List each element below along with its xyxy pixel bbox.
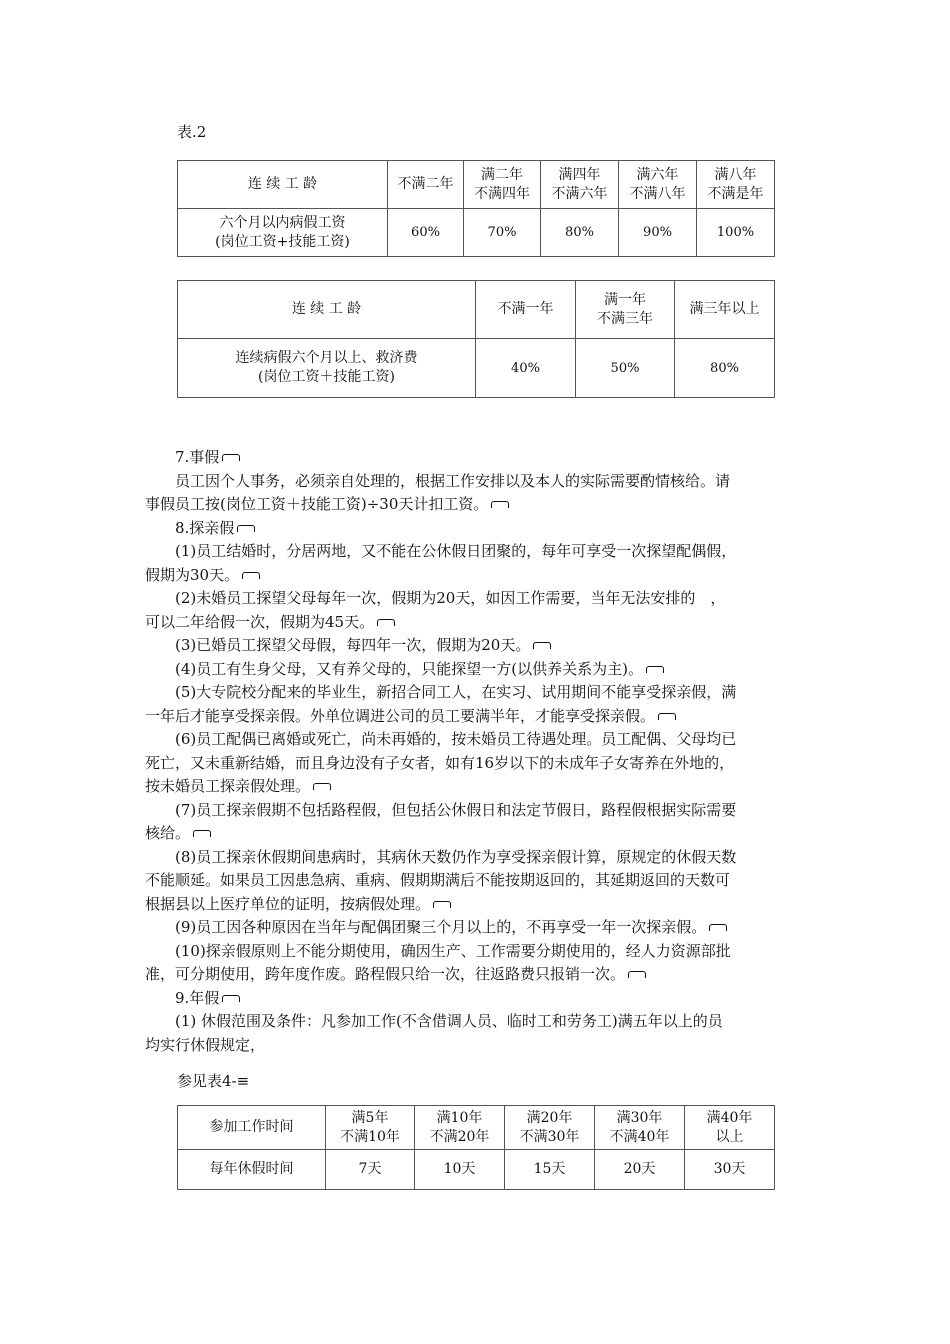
header-cell: 满二年 不满四年	[464, 161, 541, 209]
section-heading: 8.探亲假	[175, 518, 235, 537]
text-line: (8)员工探亲休假期间患病时，其病休天数仍作为享受探亲假计算，原规定的休假天数	[175, 847, 737, 866]
text-line: 事假员工按(岗位工资＋技能工资)÷30天计扣工资。	[145, 495, 489, 513]
text-line: (2)未婚员工探望父母每年一次，假期为20天，如因工作需要，当年无法安排的 ，	[175, 589, 726, 607]
leave-policy-text	[145, 446, 810, 1057]
text-line: (7)员工探亲假期不包括路程假，但包括公休假日和法定节假日，路程假根据实际需要	[175, 800, 737, 819]
annual-leave-table	[177, 1105, 775, 1190]
paragraph-mark-icon	[646, 666, 664, 673]
row-label-cell: 每年休假时间	[178, 1150, 326, 1190]
text-line: (5)大专院校分配来的毕业生，新招合同工人，在实习、试用期间不能享受探亲假，满	[175, 683, 737, 701]
table2-caption: 表.2	[177, 123, 207, 141]
text-line: 准，可分期使用，跨年度作废。路程假只给一次，往返路费只报销一次。	[145, 965, 626, 983]
text-line: (10)探亲假原则上不能分期使用，确因生产、工作需要分期使用的，经人力资源部批	[175, 941, 731, 960]
paragraph-mark-icon	[377, 619, 395, 626]
row-label-cell: 六个月以内病假工资 (岗位工资+技能工资)	[178, 209, 388, 257]
paragraph-mark-icon	[433, 901, 451, 908]
value-cell: 40%	[476, 339, 576, 398]
header-cell: 满5年 不满10年	[326, 1106, 415, 1150]
text-line: (9)员工因各种原因在当年与配偶团聚三个月以上的，不再享受一年一次探亲假。	[175, 918, 707, 936]
table4-caption: 参见表4-≡	[177, 1072, 250, 1090]
value-cell: 20天	[595, 1150, 685, 1190]
sick-pay-table-long-term	[177, 280, 775, 398]
value-cell: 80%	[675, 339, 775, 398]
value-cell: 70%	[464, 209, 541, 257]
value-cell: 50%	[576, 339, 675, 398]
text-line: 一年后才能享受探亲假。外单位调进公司的员工要满半年，才能享受探亲假。	[145, 706, 656, 725]
paragraph-mark-icon	[222, 454, 240, 461]
paragraph-mark-icon	[533, 642, 551, 649]
paragraph-mark-icon	[628, 971, 646, 978]
sick-pay-table-short-term	[177, 160, 775, 257]
text-line: 假期为30天。	[145, 565, 240, 584]
text-line: 可以二年给假一次，假期为45天。	[145, 612, 375, 631]
header-cell: 连 续 工 龄	[178, 281, 476, 339]
paragraph-mark-icon	[709, 924, 727, 931]
text-line: 均实行休假规定，	[145, 1035, 266, 1054]
header-cell: 满八年 不满是年	[697, 161, 775, 209]
text-line: 核给。	[145, 824, 191, 842]
text-line: (1)员工结婚时，分居两地，又不能在公休假日团聚的，每年可享受一次探望配偶假，	[175, 542, 737, 560]
value-cell: 15天	[505, 1150, 595, 1190]
header-cell: 不满二年	[388, 161, 464, 209]
header-cell: 满10年 不满20年	[415, 1106, 505, 1150]
text-line: (3)已婚员工探望父母假，每四年一次，假期为20天。	[175, 636, 531, 654]
paragraph-mark-icon	[237, 525, 255, 532]
paragraph-mark-icon	[313, 783, 331, 790]
header-cell: 参加工作时间	[178, 1106, 326, 1150]
paragraph-mark-icon	[193, 830, 211, 837]
header-cell: 不满一年	[476, 281, 576, 339]
paragraph-mark-icon	[242, 572, 260, 579]
text-line: 按未婚员工探亲假处理。	[145, 777, 311, 795]
value-cell: 90%	[619, 209, 697, 257]
value-cell: 60%	[388, 209, 464, 257]
section-heading: 7.事假	[175, 448, 220, 466]
text-line: (1) 休假范围及条件：凡参加工作(不含借调人员、临时工和劳务工)满五年以上的员	[175, 1012, 723, 1030]
header-cell: 满30年 不满40年	[595, 1106, 685, 1150]
paragraph-mark-icon	[658, 713, 676, 720]
row-label-cell: 连续病假六个月以上、救济费 (岗位工资＋技能工资)	[178, 339, 476, 398]
text-line: 员工因个人事务，必须亲自处理的，根据工作安排以及本人的实际需要酌情核给。请	[175, 471, 731, 490]
section-heading: 9.年假	[175, 988, 220, 1007]
paragraph-mark-icon	[491, 501, 509, 508]
header-cell: 满六年 不满八年	[619, 161, 697, 209]
header-cell: 满40年 以上	[685, 1106, 775, 1150]
text-line: 死亡，又未重新结婚，而且身边没有子女者，如有16岁以下的未成年子女寄养在外地的，	[145, 753, 735, 772]
paragraph-mark-icon	[222, 995, 240, 1002]
value-cell: 10天	[415, 1150, 505, 1190]
value-cell: 80%	[541, 209, 619, 257]
text-line: (4)员工有生身父母，又有养父母的，只能探望一方(以供养关系为主)。	[175, 659, 643, 678]
text-line: (6)员工配偶已离婚或死亡，尚未再婚的，按未婚员工待遇处理。员工配偶、父母均已	[175, 730, 737, 748]
header-cell: 满一年 不满三年	[576, 281, 675, 339]
text-line: 根据县以上医疗单位的证明，按病假处理。	[145, 894, 431, 913]
value-cell: 100%	[697, 209, 775, 257]
header-cell: 满20年 不满30年	[505, 1106, 595, 1150]
header-cell: 连 续 工 龄	[178, 161, 388, 209]
value-cell: 7天	[326, 1150, 415, 1190]
value-cell: 30天	[685, 1150, 775, 1190]
text-line: 不能顺延。如果员工因患急病、重病、假期期满后不能按期返回的，其延期返回的天数可	[145, 871, 731, 889]
header-cell: 满三年以上	[675, 281, 775, 339]
header-cell: 满四年 不满六年	[541, 161, 619, 209]
